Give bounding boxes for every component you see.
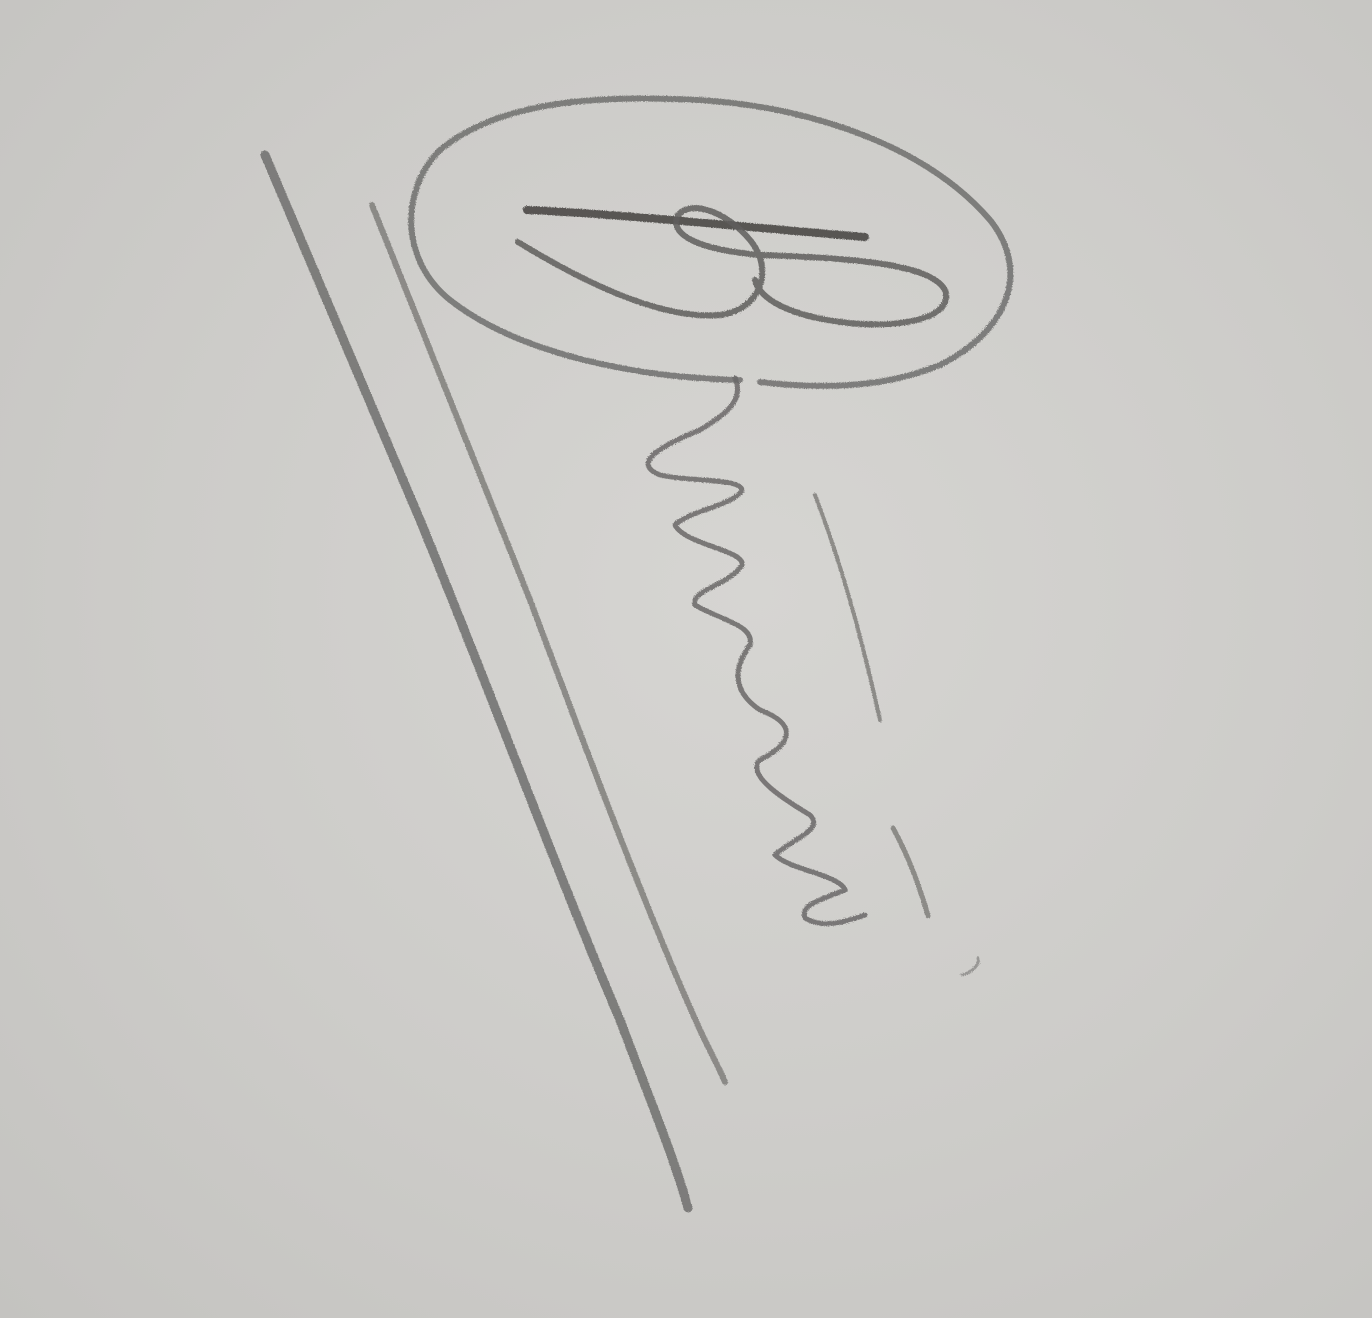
- inner-loop: [518, 208, 946, 324]
- small-hook: [962, 958, 978, 975]
- right-short-stroke: [815, 495, 880, 720]
- left-parallel-stroke: [372, 205, 725, 1082]
- horizontal-bar: [527, 210, 865, 237]
- right-small-stroke: [893, 828, 928, 916]
- zigzag-spring: [648, 378, 865, 924]
- loop-circle: [411, 98, 1010, 385]
- left-long-stroke: [265, 155, 688, 1208]
